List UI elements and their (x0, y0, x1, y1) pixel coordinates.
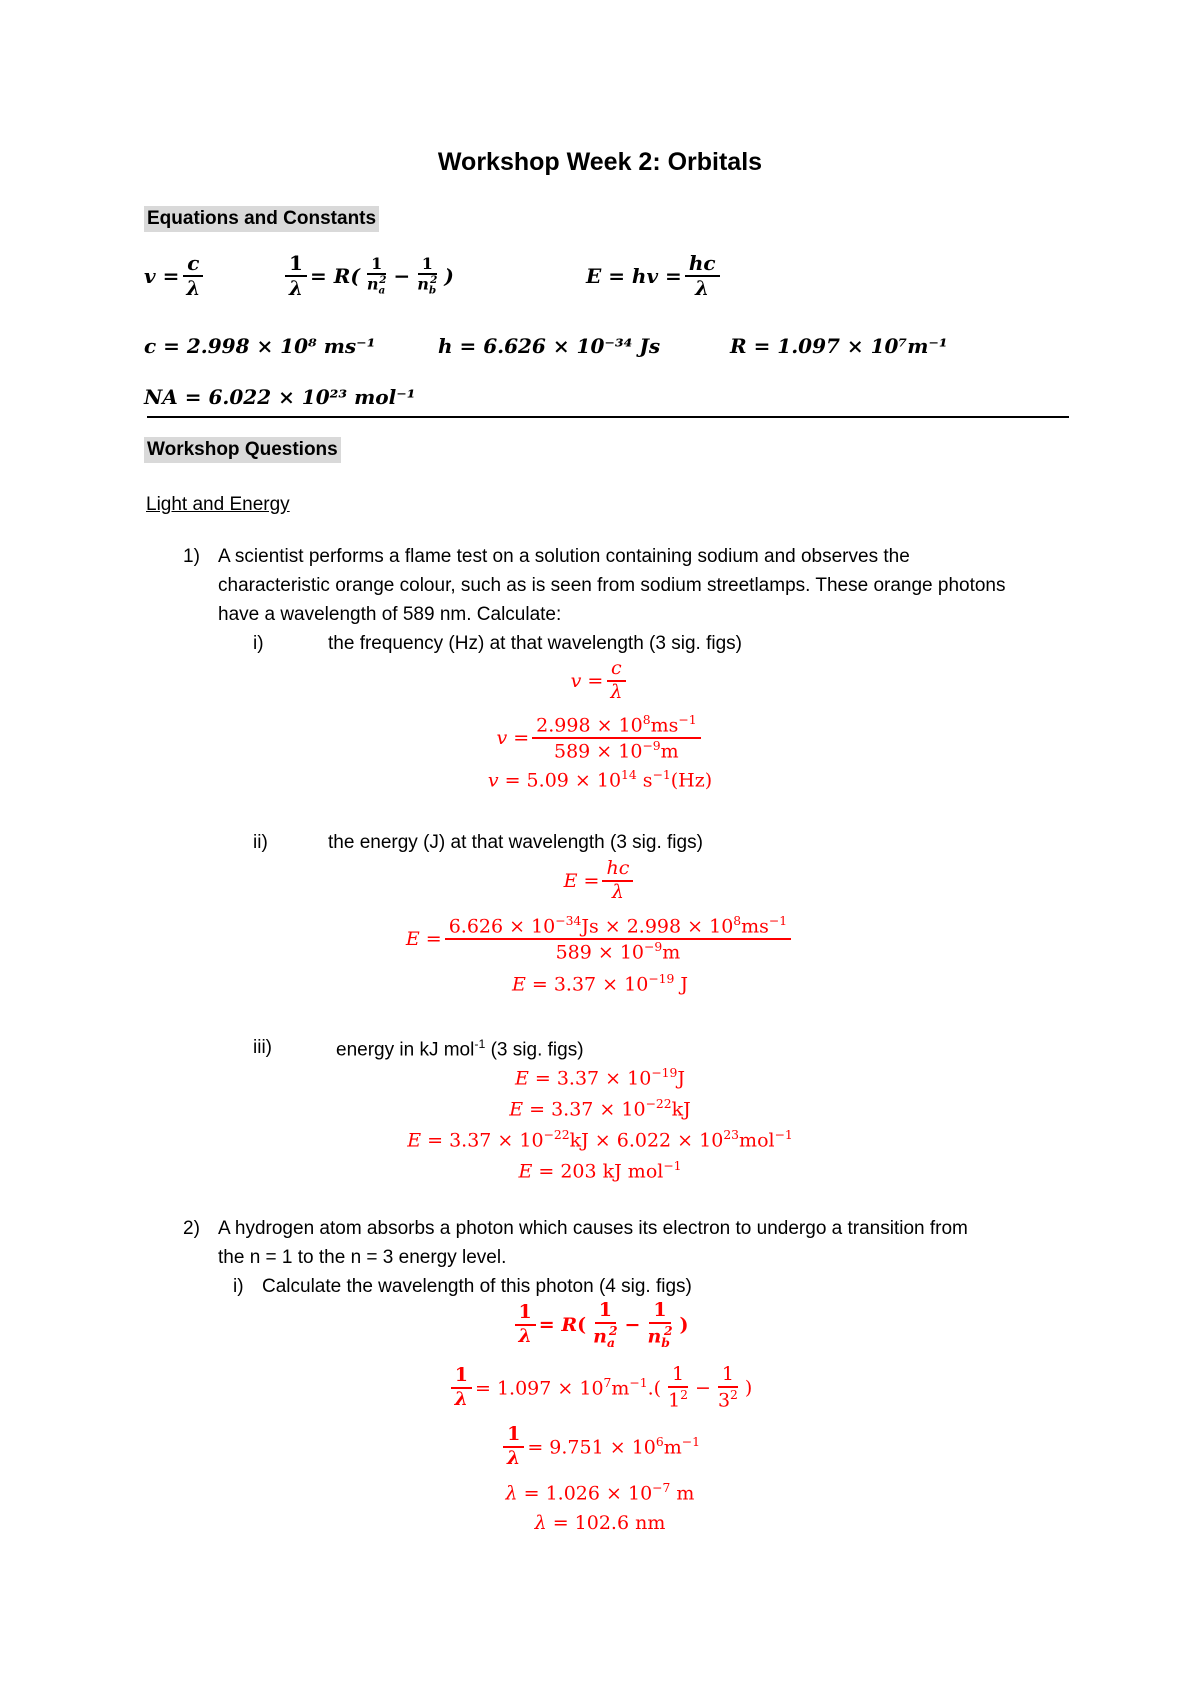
answer-q1iii-step1: $E = 3.37 \times 10^{-19}J$ (514, 1066, 686, 1090)
q2-text-line2: the n = 1 to the n = 3 energy level. (218, 1247, 507, 1268)
q1-i-label: i) (253, 633, 264, 654)
answer-q1i-step1: v = $\frac{c}{\lambda}$ (0, 658, 1200, 704)
constant-R: R = 1.097 × 10⁷m⁻¹ (730, 334, 948, 358)
section-heading-questions: Workshop Questions (144, 437, 341, 463)
q2-number: 2) (183, 1218, 200, 1239)
answer-q1ii-step2: E = $\frac{6.626 \times 10^{-34}Js \times 2.998 \times 10^8ms^{-1}}{589 \times 10^{-9}m}$ (0, 914, 1200, 964)
q1-number: 1) (183, 546, 200, 567)
q1-ii-label: ii) (253, 832, 268, 853)
q1-i-text: the frequency (Hz) at that wavelength (3 sig. figs) (328, 633, 742, 654)
answer-q1iii-result: E = 203 kJ mol$^{-1}$ (518, 1159, 682, 1183)
subsection-light-energy: Light and Energy (146, 494, 290, 515)
divider (147, 416, 1069, 418)
section-heading-equations: Equations and Constants (144, 206, 379, 232)
answer-q1i-result: $v = 5.09 \times 10^{14}$ $s^{-1}(Hz)$ (487, 768, 713, 792)
q2-i-label: i) (233, 1276, 244, 1297)
page-title: Workshop Week 2: Orbitals (437, 148, 763, 176)
answer-q1ii-result: $E = 3.37 \times 10^{-19}$ J (511, 972, 689, 996)
answer-q1ii-step1: E = $\frac{hc}{\lambda}$ (0, 858, 1200, 904)
answer-q1iii-step2: $E = 3.37 \times 10^{-22}kJ$ (509, 1097, 691, 1121)
q1-ii-text: the energy (J) at that wavelength (3 sig. figs) (328, 832, 703, 853)
answer-q1i-step2: v = $\frac{2.998 \times 10^8ms^{-1}}{589 \times 10^{-9}m}$ (0, 713, 1200, 763)
q1-text-line3: have a wavelength of 589 nm. Calculate: (218, 604, 562, 625)
answer-q2-step3: $\frac{1}{\lambda}$ = $9.751 \times 10^6m^{-1}$ (0, 1424, 1200, 1470)
equation-frequency: v = $\frac{c}{\lambda}$ (144, 252, 207, 300)
answer-q2-step2: $\frac{1}{\lambda}$ = $1.097 \times 10^7m^{-1}$.( $\frac{1}{1^2}$ − $\frac{1}{3^2}$ ) (0, 1364, 1200, 1412)
q2-text-line1: A hydrogen atom absorbs a photon which causes its electron to undergo a transition from (218, 1218, 968, 1239)
q1-iii-label: iii) (253, 1037, 272, 1058)
answer-q1iii-step3: $E = 3.37 \times 10^{-22}kJ \times 6.022 \times 10^{23}mol^{-1}$ (407, 1128, 793, 1152)
q1-text-line1: A scientist performs a flame test on a solution containing sodium and observes the (218, 546, 910, 567)
constant-h: h = 6.626 × 10⁻³⁴ Js (438, 334, 661, 358)
answer-q2-step1: $\frac{1}{\lambda}$ = R( $\frac{1}{n_a^2}$ − $\frac{1}{n_b^2}$ ) (0, 1300, 1200, 1350)
equation-energy: E = hv = $\frac{hc}{\lambda}$ (586, 252, 723, 300)
q2-i-text: Calculate the wavelength of this photon (4 sig. figs) (262, 1276, 692, 1297)
answer-q2-result: λ = 102.6 nm (534, 1512, 666, 1534)
answer-q2-step4: $\lambda = 1.026 \times 10^{-7}$ m (505, 1481, 695, 1505)
constant-NA: NA = 6.022 × 10²³ mol⁻¹ (144, 385, 416, 409)
constant-c: c = 2.998 × 10⁸ ms⁻¹ (144, 334, 376, 358)
equation-rydberg: $\frac{1}{\lambda}$ = R( $\frac{1}{n_a^2}$ − $\frac{1}{n_b^2}$ ) (282, 252, 454, 300)
q1-text-line2: characteristic orange colour, such as is seen from sodium streetlamps. These orange photons (218, 575, 1006, 596)
q1-iii-text: energy in kJ mol$^{-1}$ (3 sig. figs) (336, 1037, 584, 1061)
